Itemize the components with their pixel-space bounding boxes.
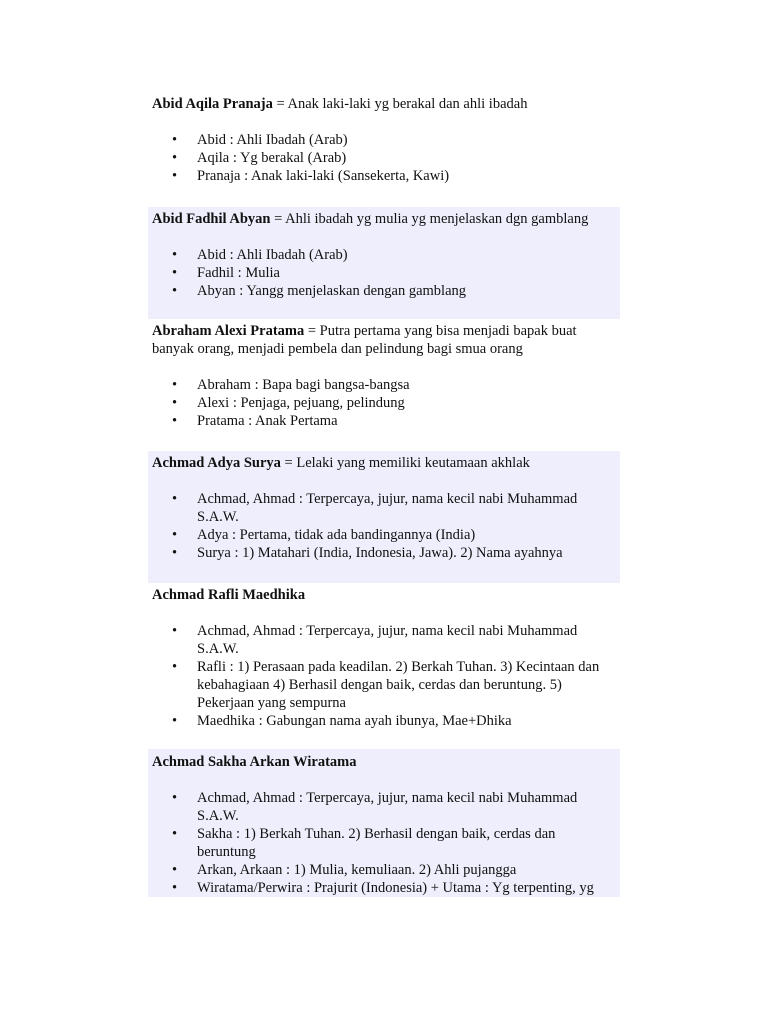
list-item: • Fadhil : Mulia: [152, 264, 616, 282]
entry-name: Abraham Alexi Pratama: [152, 323, 305, 339]
list-item: • Achmad, Ahmad : Terpercaya, jujur, nama kecil nabi Muhammad S.A.W.: [152, 789, 616, 825]
meaning-list: [152, 789, 616, 897]
entry-heading: [152, 95, 616, 113]
list-item: • Aqila : Yg berakal (Arab): [152, 149, 616, 167]
meaning-list: [152, 622, 616, 730]
entry-name: Achmad Rafli Maedhika: [152, 587, 306, 603]
meaning-list: [152, 490, 616, 562]
entry-name: Achmad Sakha Arkan Wiratama: [152, 754, 357, 770]
list-item: • Adya : Pertama, tidak ada bandingannya (India): [152, 526, 616, 544]
list-item: • Maedhika : Gabungan nama ayah ibunya, Mae+Dhika: [152, 712, 616, 730]
list-item: • Wiratama/Perwira : Prajurit (Indonesia) + Utama : Yg terpenting, yg: [152, 879, 616, 897]
entry-name: Abid Aqila Pranaja: [152, 96, 273, 112]
name-entry: [148, 749, 620, 897]
entry-meaning: = Ahli ibadah yg mulia yg menjelaskan dgn gamblang: [270, 211, 589, 227]
list-item: • Pratama : Anak Pertama: [152, 412, 616, 430]
entry-heading: [152, 322, 616, 358]
name-entry: [148, 95, 620, 195]
entry-meaning: = Anak laki-laki yg berakal dan ahli ibadah: [272, 96, 528, 112]
list-item: • Abid : Ahli Ibadah (Arab): [152, 246, 616, 264]
name-entry: [148, 586, 620, 736]
entry-name: Abid Fadhil Abyan: [152, 211, 271, 227]
list-item: • Sakha : 1) Berkah Tuhan. 2) Berhasil dengan baik, cerdas dan beruntung: [152, 825, 616, 861]
name-entry: [148, 451, 620, 583]
entry-heading: [152, 586, 616, 604]
entry-heading: [152, 454, 616, 472]
list-item: • Arkan, Arkaan : 1) Mulia, kemuliaan. 2) Ahli pujangga: [152, 861, 616, 879]
list-item: • Abid : Ahli Ibadah (Arab): [152, 131, 616, 149]
meaning-list: [152, 376, 616, 430]
name-entry: [148, 207, 620, 319]
entry-heading: [152, 210, 616, 228]
list-item: • Achmad, Ahmad : Terpercaya, jujur, nama kecil nabi Muhammad S.A.W.: [152, 622, 616, 658]
list-item: • Achmad, Ahmad : Terpercaya, jujur, nama kecil nabi Muhammad S.A.W.: [152, 490, 616, 526]
list-item: • Rafli : 1) Perasaan pada keadilan. 2) Berkah Tuhan. 3) Kecintaan dan kebahagiaan 4) Berhasil dengan baik, cerdas dan beruntung. 5) Pekerjaan yang sempurna: [152, 658, 616, 712]
entry-heading: [152, 753, 616, 771]
list-item: • Abyan : Yangg menjelaskan dengan gamblang: [152, 282, 616, 300]
meaning-list: [152, 246, 616, 300]
entry-meaning: = Lelaki yang memiliki keutamaan akhlak: [280, 455, 530, 471]
meaning-list: [152, 131, 616, 185]
name-entry: [148, 322, 620, 442]
list-item: • Alexi : Penjaga, pejuang, pelindung: [152, 394, 616, 412]
list-item: • Pranaja : Anak laki-laki (Sansekerta, Kawi): [152, 167, 616, 185]
list-item: • Abraham : Bapa bagi bangsa-bangsa: [152, 376, 616, 394]
entry-name: Achmad Adya Surya: [152, 455, 281, 471]
list-item: • Surya : 1) Matahari (India, Indonesia, Jawa). 2) Nama ayahnya: [152, 544, 616, 562]
entry-meaning: = Putra pertama yang bisa menjadi bapak buat banyak orang, menjadi pembela dan pelindung bagi smua orang: [152, 323, 577, 357]
